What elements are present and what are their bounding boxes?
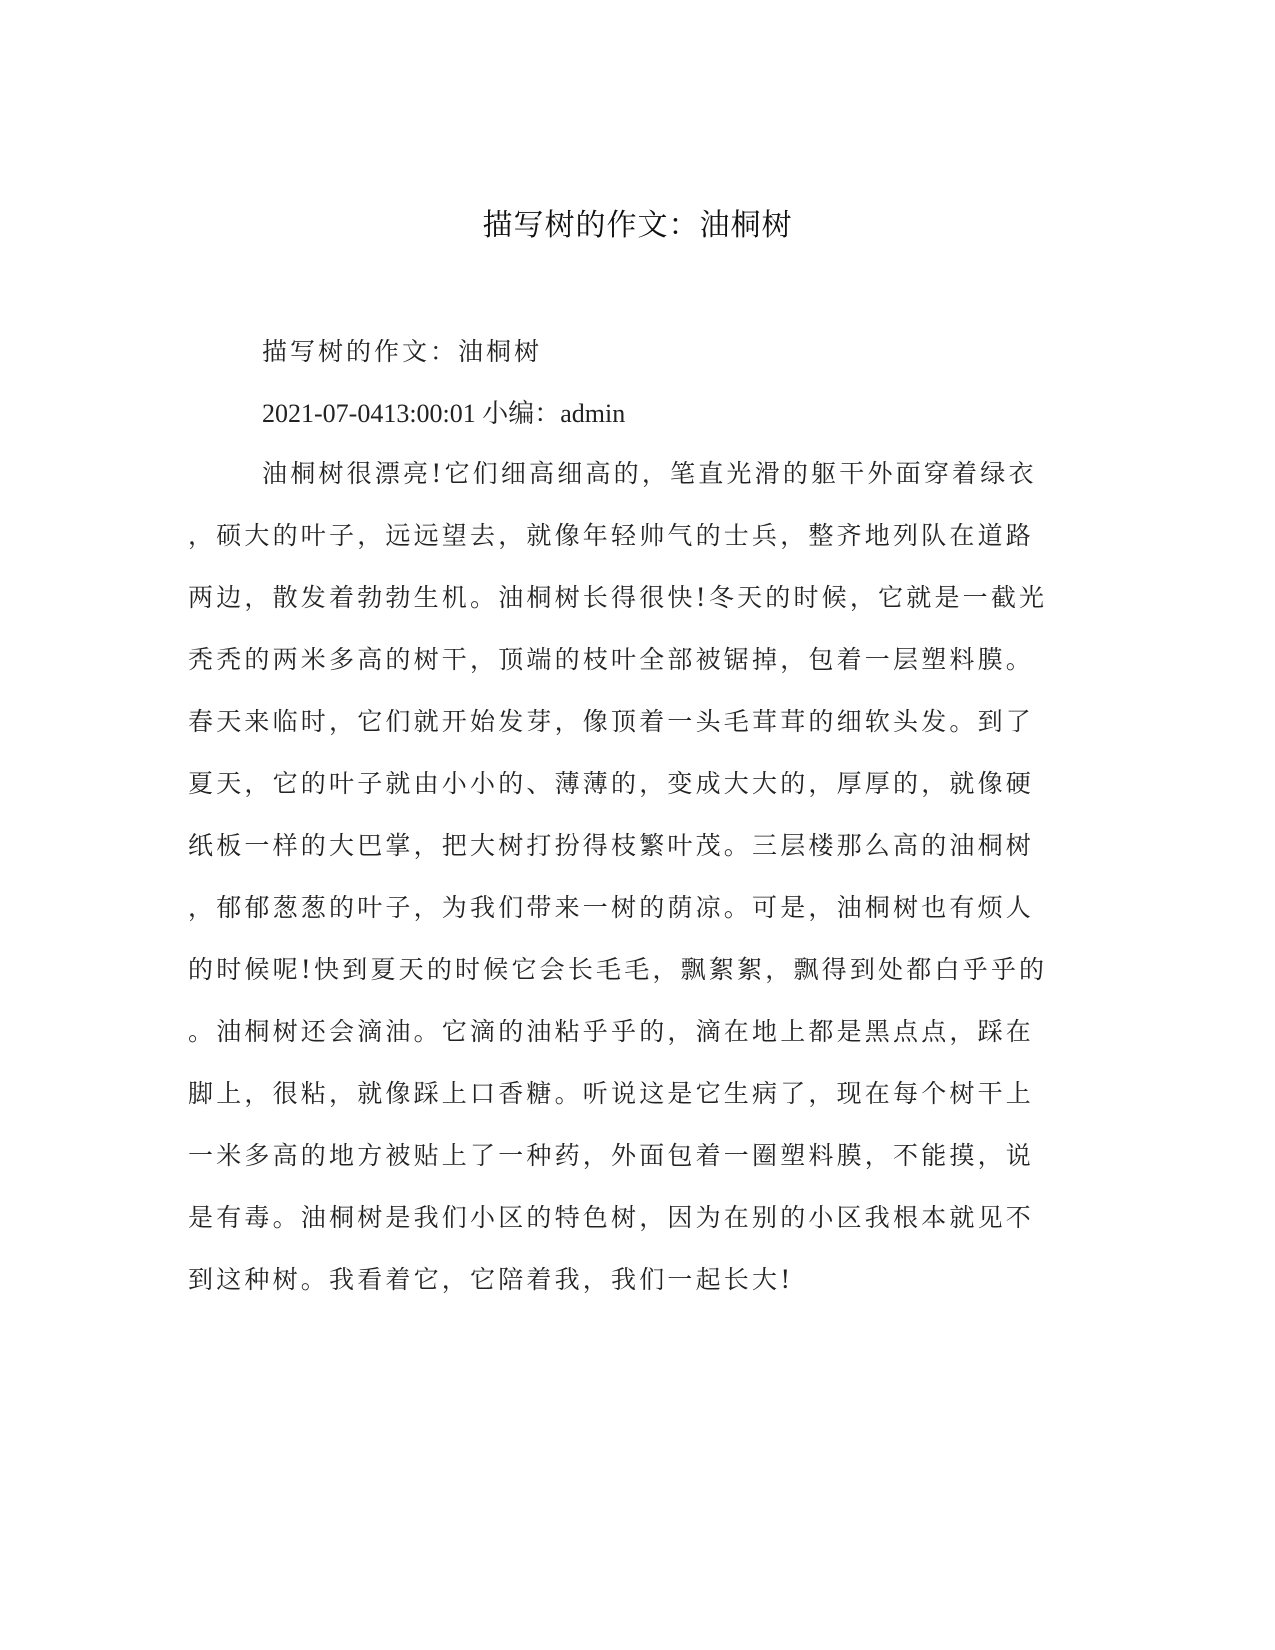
article-meta: 2021-07-0413:00:01 小编：admin bbox=[262, 399, 626, 428]
body-line: 的时候呢!快到夏天的时候它会长毛毛，飘絮絮，飘得到处都白乎乎的 bbox=[188, 955, 1048, 984]
body-line: 油桐树很漂亮!它们细高细高的，笔直光滑的躯干外面穿着绿衣 bbox=[262, 459, 1037, 488]
body-line: 两边，散发着勃勃生机。油桐树长得很快!冬天的时候，它就是一截光 bbox=[188, 583, 1048, 612]
body-line: 春天来临时，它们就开始发芽，像顶着一头毛茸茸的细软头发。到了 bbox=[188, 707, 1035, 736]
body-line: ，硕大的叶子，远远望去，就像年轻帅气的士兵，整齐地列队在道路 bbox=[188, 521, 1035, 550]
document-title: 描写树的作文：油桐树 bbox=[482, 208, 793, 243]
article-subtitle: 描写树的作文：油桐树 bbox=[262, 337, 543, 366]
article-body bbox=[188, 456, 1088, 1324]
body-line: 秃秃的两米多高的树干，顶端的枝叶全部被锯掉，包着一层塑料膜。 bbox=[188, 645, 1035, 674]
body-line: 到这种树。我看着它，它陪着我，我们一起长大! bbox=[188, 1265, 794, 1294]
body-line: ，郁郁葱葱的叶子，为我们带来一树的荫凉。可是，油桐树也有烦人 bbox=[188, 893, 1035, 922]
body-line: 夏天，它的叶子就由小小的、薄薄的，变成大大的，厚厚的，就像硬 bbox=[188, 769, 1035, 798]
body-line: 。油桐树还会滴油。它滴的油粘乎乎的，滴在地上都是黑点点，踩在 bbox=[188, 1017, 1035, 1046]
body-line: 脚上，很粘，就像踩上口香糖。听说这是它生病了，现在每个树干上 bbox=[188, 1079, 1035, 1108]
body-line: 一米多高的地方被贴上了一种药，外面包着一圈塑料膜，不能摸，说 bbox=[188, 1141, 1035, 1170]
body-line: 纸板一样的大巴掌，把大树打扮得枝繁叶茂。三层楼那么高的油桐树 bbox=[188, 831, 1035, 860]
body-line: 是有毒。油桐树是我们小区的特色树，因为在别的小区我根本就见不 bbox=[188, 1203, 1035, 1232]
